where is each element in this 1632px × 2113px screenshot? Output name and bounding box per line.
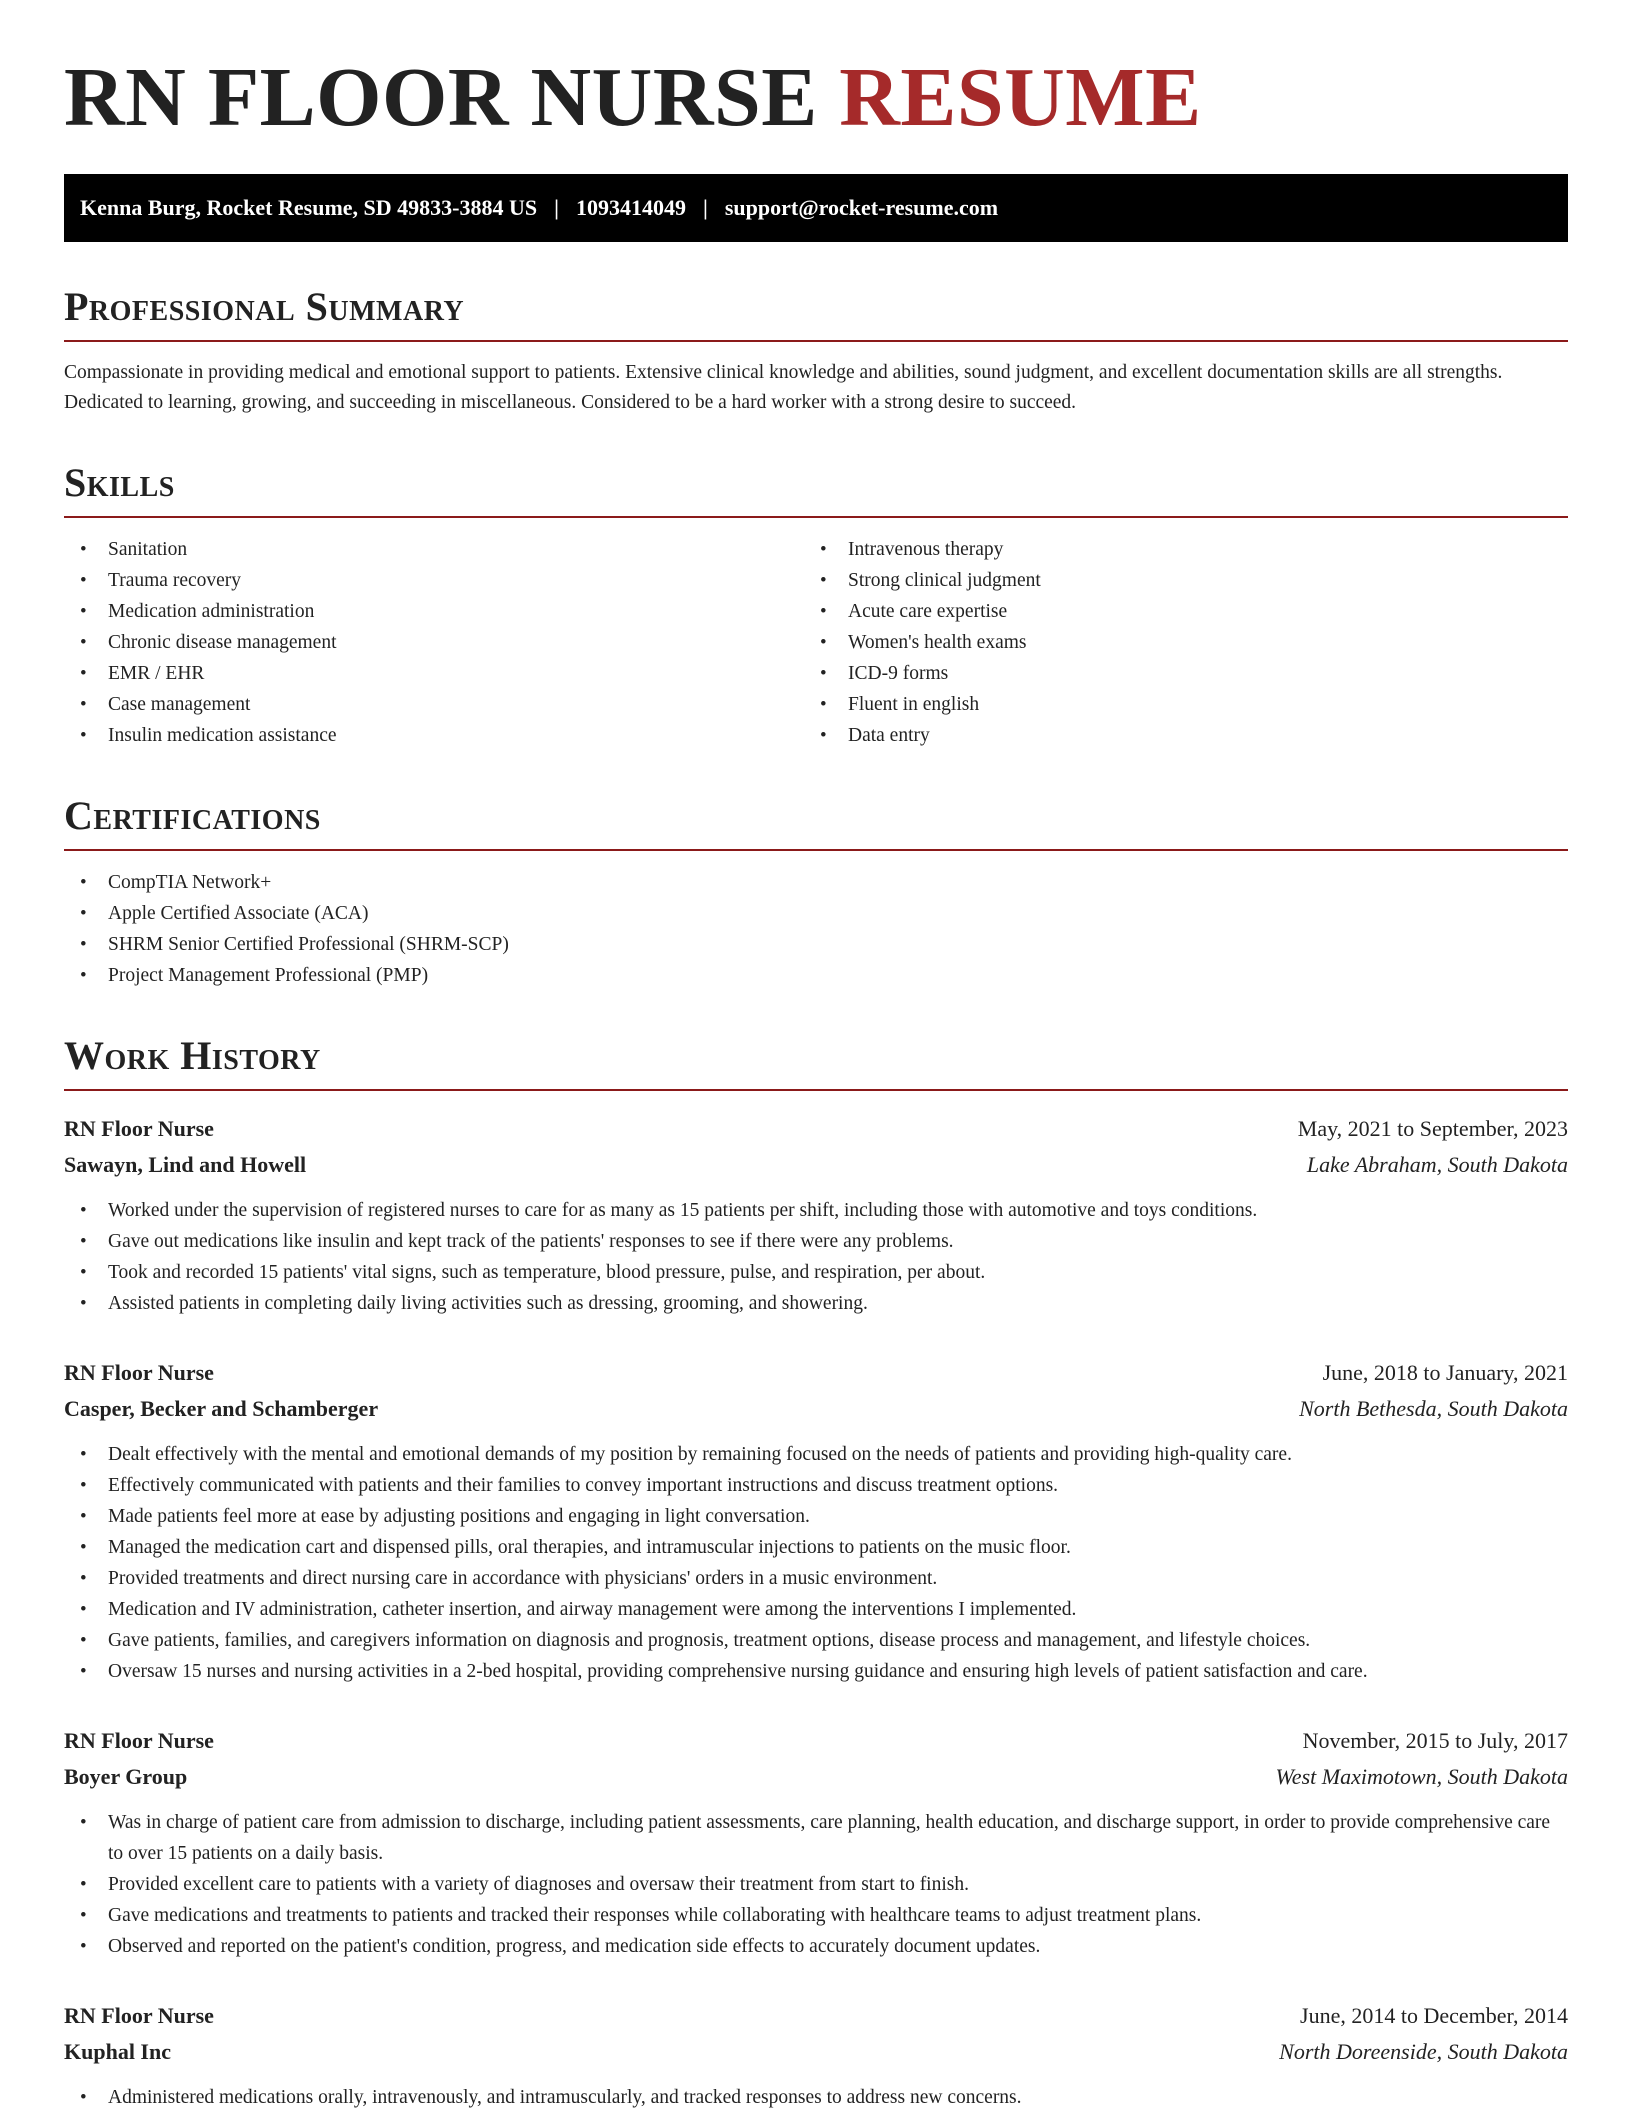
job-bullet: • Assisted patients in completing daily living activities such as dressing, grooming, and showering. xyxy=(64,1288,1568,1319)
job-company: Casper, Becker and Schamberger xyxy=(64,1396,379,1421)
job-location: North Bethesda, South Dakota xyxy=(1299,1396,1568,1421)
job-bullets xyxy=(64,1439,1568,1687)
certifications-list xyxy=(64,867,1568,991)
skill-item: • Intravenous therapy xyxy=(804,534,1544,565)
certifications-section xyxy=(64,795,1568,991)
section-divider xyxy=(64,340,1568,342)
page-title xyxy=(64,0,1568,144)
summary-section xyxy=(64,286,1568,418)
skill-item: • Sanitation xyxy=(64,534,804,565)
skills-section xyxy=(64,462,1568,751)
job-bullets xyxy=(64,1807,1568,1962)
job-location: North Doreenside, South Dakota xyxy=(1279,2039,1568,2064)
job-bullet: • Dealt effectively with the mental and emotional demands of my position by remaining focused on the needs of patients and providing high-quality care. xyxy=(64,1439,1568,1470)
job-dates: June, 2018 to January, 2021 xyxy=(1322,1360,1568,1385)
job-company: Boyer Group xyxy=(64,1764,188,1789)
section-divider xyxy=(64,516,1568,518)
job-bullet: • Gave patients, families, and caregivers information on diagnosis and prognosis, treatment options, disease process and management, and lifestyle choices. xyxy=(64,1625,1568,1656)
certification-item: • SHRM Senior Certified Professional (SHRM-SCP) xyxy=(64,929,1568,960)
skill-item: • Strong clinical judgment xyxy=(804,565,1544,596)
job-bullet: • Made patients feel more at ease by adjusting positions and engaging in light conversation. xyxy=(64,1501,1568,1532)
skill-item: • Chronic disease management xyxy=(64,627,804,658)
skill-item: • Data entry xyxy=(804,720,1544,751)
job-title: RN Floor Nurse xyxy=(64,1728,214,1753)
job-location: West Maximotown, South Dakota xyxy=(1275,1764,1568,1789)
contact-separator: | xyxy=(702,195,708,220)
certification-item: • CompTIA Network+ xyxy=(64,867,1568,898)
skill-item: • Trauma recovery xyxy=(64,565,804,596)
job-bullet: • Provided treatments and direct nursing care in accordance with physicians' orders in a music environment. xyxy=(64,1563,1568,1594)
job-bullets xyxy=(64,1195,1568,1319)
job-company: Sawayn, Lind and Howell xyxy=(64,1152,307,1177)
job-dates: June, 2014 to December, 2014 xyxy=(1300,2003,1568,2028)
job-bullet: • Was in charge of patient care from admission to discharge, including patient assessments, care planning, health education, and discharge support, in order to provide comprehensive care to over 15 patients on a daily basis. xyxy=(64,1807,1568,1869)
section-divider xyxy=(64,1089,1568,1091)
job-bullet: • Worked under the supervision of registered nurses to care for as many as 15 patients per shift, including those with automotive and toys conditions. xyxy=(64,1195,1568,1226)
skill-item: • EMR / EHR xyxy=(64,658,804,689)
job-bullet: • Gave medications and treatments to patients and tracked their responses while collaborating with healthcare teams to adjust treatment plans. xyxy=(64,1900,1568,1931)
job-bullet: • Observed and reported on the patient's condition, progress, and medication side effects to accurately document updates. xyxy=(64,1931,1568,1962)
work-history-section xyxy=(64,1035,1568,2113)
job-bullet: • Took and recorded 15 patients' vital signs, such as temperature, blood pressure, pulse, and respiration, per about. xyxy=(64,1257,1568,1288)
contact-phone: 1093414049 xyxy=(575,195,686,220)
title-accent: RESUME xyxy=(839,51,1202,144)
job-bullet: • Oversaw 15 nurses and nursing activities in a 2-bed hospital, providing comprehensive nursing guidance and ensuring high levels of patient satisfaction and care. xyxy=(64,1656,1568,1687)
job-bullet: • Provided excellent care to patients with a variety of diagnoses and oversaw their treatment from start to finish. xyxy=(64,1869,1568,1900)
job-entry xyxy=(64,1355,1568,1687)
skills-list-right xyxy=(804,534,1544,751)
certification-item: • Apple Certified Associate (ACA) xyxy=(64,898,1568,929)
job-title: RN Floor Nurse xyxy=(64,1116,214,1141)
job-bullet: • Effectively communicated with patients and their families to convey important instructions and discuss treatment options. xyxy=(64,1470,1568,1501)
section-divider xyxy=(64,849,1568,851)
skills-heading: Skills xyxy=(64,460,175,505)
job-company: Kuphal Inc xyxy=(64,2039,171,2064)
job-bullet: • Administered medications orally, intravenously, and intramuscularly, and tracked responses to address new concerns. xyxy=(64,2082,1568,2113)
job-dates: November, 2015 to July, 2017 xyxy=(1302,1728,1568,1753)
job-dates: May, 2021 to September, 2023 xyxy=(1297,1116,1568,1141)
job-location: Lake Abraham, South Dakota xyxy=(1306,1152,1568,1177)
job-bullet: • Gave out medications like insulin and kept track of the patients' responses to see if there were any problems. xyxy=(64,1226,1568,1257)
job-entry xyxy=(64,1723,1568,1962)
contact-separator: | xyxy=(554,195,559,220)
skill-item: • Case management xyxy=(64,689,804,720)
contact-bar xyxy=(64,174,1568,242)
skill-item: • Medication administration xyxy=(64,596,804,627)
summary-heading: Professional Summary xyxy=(64,284,465,329)
skill-item: • Fluent in english xyxy=(804,689,1544,720)
certification-item: • Project Management Professional (PMP) xyxy=(64,960,1568,991)
skill-item: • Women's health exams xyxy=(804,627,1544,658)
summary-text: Compassionate in providing medical and emotional support to patients. Extensive clinical knowledge and abilities, sound judgment, and excellent documentation skills are all strengths. Dedicated to learning, growing, and succeeding in miscellaneous. Considered to be a hard worker with a strong desire to succeed. xyxy=(64,362,1503,413)
skills-list-left xyxy=(64,534,804,751)
job-entry xyxy=(64,1111,1568,1319)
skill-item: • Insulin medication assistance xyxy=(64,720,804,751)
contact-address: Kenna Burg, Rocket Resume, SD 49833-3884 US xyxy=(80,195,538,220)
skill-item: • ICD-9 forms xyxy=(804,658,1544,689)
title-main: RN FLOOR NURSE xyxy=(64,51,818,144)
certifications-heading: Certifications xyxy=(64,793,321,838)
job-entry xyxy=(64,1998,1568,2113)
job-bullet: • Managed the medication cart and dispensed pills, oral therapies, and intramuscular injections to patients on the music floor. xyxy=(64,1532,1568,1563)
skills-columns xyxy=(64,534,1568,751)
work-history-heading: Work History xyxy=(64,1033,321,1078)
job-title: RN Floor Nurse xyxy=(64,1360,214,1385)
contact-email: support@rocket-resume.com xyxy=(724,195,999,220)
job-bullets xyxy=(64,2082,1568,2113)
skill-item: • Acute care expertise xyxy=(804,596,1544,627)
job-bullet: • Medication and IV administration, catheter insertion, and airway management were among the interventions I implemented. xyxy=(64,1594,1568,1625)
job-title: RN Floor Nurse xyxy=(64,2003,214,2028)
